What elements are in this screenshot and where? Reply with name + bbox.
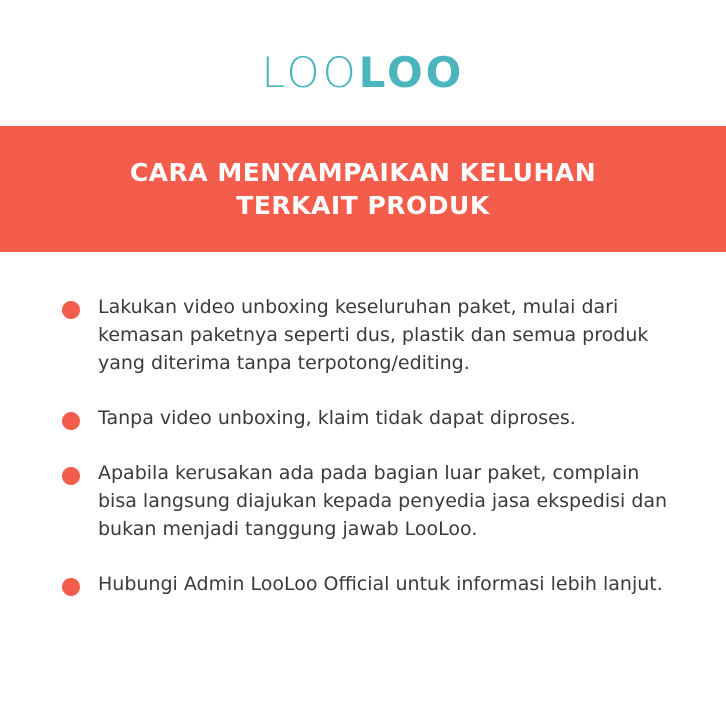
- list-item: [62, 570, 674, 598]
- list-item-text: Tanpa video unboxing, klaim tidak dapat diproses.: [98, 407, 576, 429]
- logo-part-light: LOO: [261, 48, 359, 97]
- list-item: [62, 293, 674, 377]
- title-banner: [0, 126, 726, 252]
- page-title-line-2: TERKAIT PRODUK: [236, 191, 490, 220]
- bullet-dot-icon: [62, 301, 80, 319]
- list-item-text: Apabila kerusakan ada pada bagian luar paket, complain bisa langsung diajukan kepada penyedia jasa ekspedisi dan bukan menjadi tanggung jawab LooLoo.: [98, 462, 668, 540]
- brand-logo: [0, 48, 726, 98]
- complaint-steps-list: [62, 293, 674, 625]
- page-title: [83, 156, 643, 222]
- list-item-text: Hubungi Admin LooLoo Official untuk informasi lebih lanjut.: [98, 573, 663, 595]
- list-item: [62, 404, 674, 432]
- bullet-dot-icon: [62, 467, 80, 485]
- bullet-dot-icon: [62, 578, 80, 596]
- list-item-text: Lakukan video unboxing keseluruhan paket, mulai dari kemasan paketnya seperti dus, plastik dan semua produk yang diterima tanpa terpotong/editing.: [98, 296, 649, 374]
- list-item: [62, 459, 674, 543]
- page-title-line-1: CARA MENYAMPAIKAN KELUHAN: [129, 158, 597, 187]
- bullet-dot-icon: [62, 412, 80, 430]
- logo-part-bold: LOO: [358, 48, 465, 97]
